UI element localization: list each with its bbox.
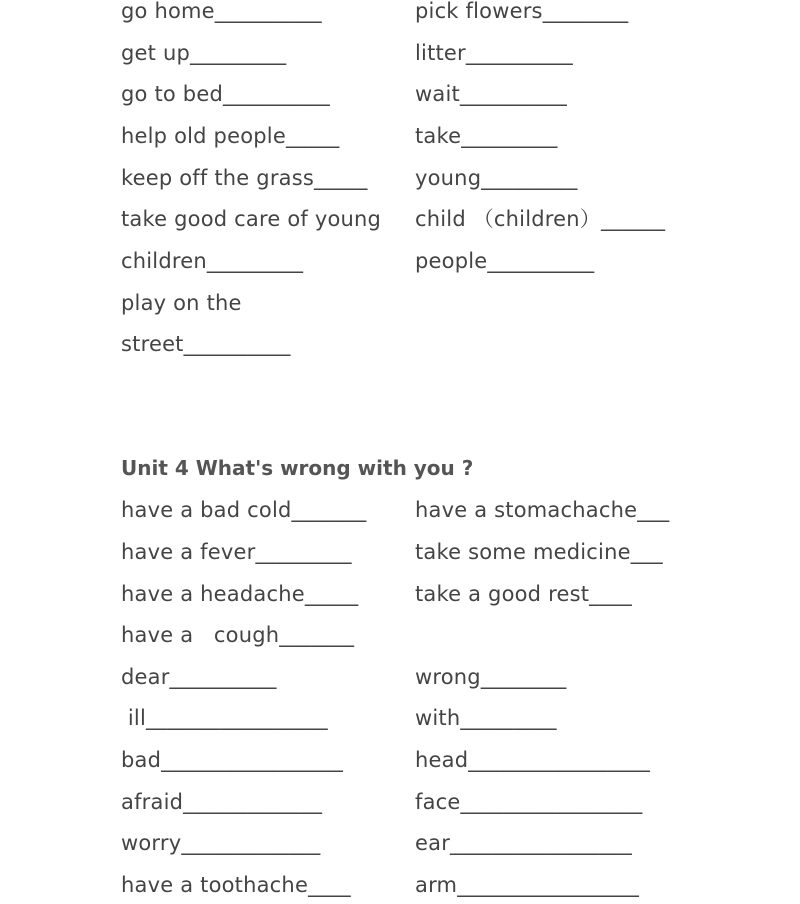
list-item: with_________	[415, 706, 557, 730]
unit-heading: Unit 4 What's wrong with you ?	[121, 456, 474, 480]
list-item: play on the	[121, 291, 242, 315]
list-item: have a cough_______	[121, 623, 355, 647]
list-item: worry_____________	[121, 831, 321, 855]
list-item: street__________	[121, 332, 291, 356]
list-item: child （children）______	[415, 207, 666, 231]
list-item: dear__________	[121, 665, 277, 689]
list-item: get up_________	[121, 41, 287, 65]
list-item: go to bed__________	[121, 82, 330, 106]
list-item: take good care of young	[121, 207, 382, 231]
list-item: ill_________________	[121, 706, 328, 730]
list-item: go home__________	[121, 0, 322, 23]
list-item: have a fever_________	[121, 540, 352, 564]
list-item: bad_________________	[121, 748, 344, 772]
list-item: young_________	[415, 166, 578, 190]
list-item: people__________	[415, 249, 595, 273]
list-item: pick flowers________	[415, 0, 629, 23]
list-item: ear_________________	[415, 831, 632, 855]
list-item: take some medicine___	[415, 540, 663, 564]
list-item: have a bad cold_______	[121, 498, 367, 522]
list-item: arm_________________	[415, 873, 640, 897]
list-item: have a headache_____	[121, 582, 359, 606]
list-item: wrong________	[415, 665, 567, 689]
list-item: children_________	[121, 249, 304, 273]
list-item: have a stomachache___	[415, 498, 670, 522]
list-item: take_________	[415, 124, 558, 148]
list-item: head_________________	[415, 748, 651, 772]
list-item: wait__________	[415, 82, 567, 106]
list-item: keep off the grass_____	[121, 166, 368, 190]
list-item: afraid_____________	[121, 790, 323, 814]
list-item: have a toothache____	[121, 873, 351, 897]
list-item: help old people_____	[121, 124, 340, 148]
list-item: face_________________	[415, 790, 643, 814]
list-item: take a good rest____	[415, 582, 632, 606]
list-item: litter__________	[415, 41, 573, 65]
